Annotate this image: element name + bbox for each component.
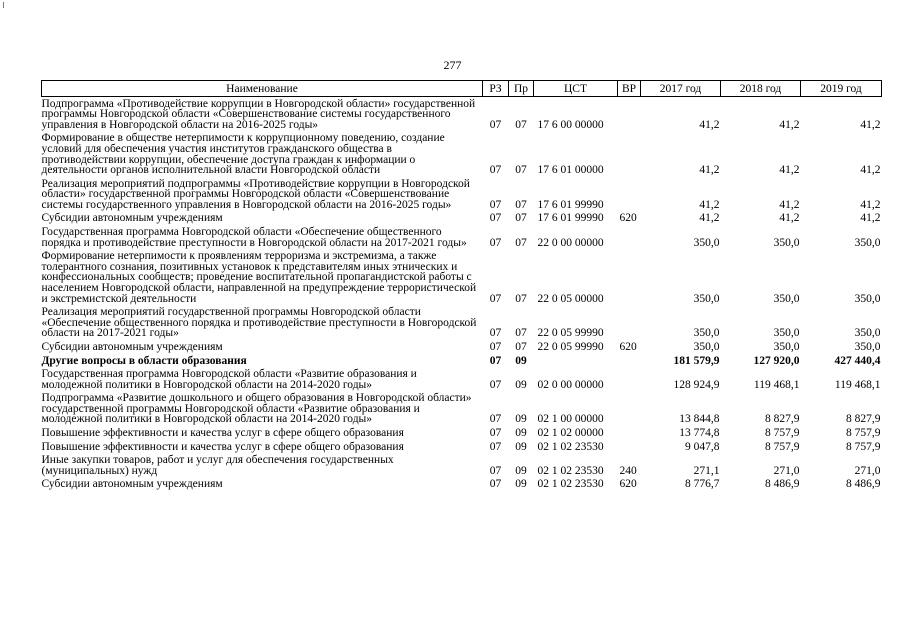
row-name: Реализация мероприятий подпрограммы «Противодействие коррупции в Новгородской области» государственной программы Новгородской области «Совершенствование системы государственного управления в Новгородской области на 2016-2025 годы» [41,177,470,211]
row-name: Субсидии автономным учреждениям [41,212,223,225]
row-pr: 07 [515,340,527,353]
row-2017: 181 579,9 [673,354,720,367]
row-vr: 240 [619,464,637,477]
row-rz: 07 [489,292,502,305]
row-cst: 17 6 00 00000 [537,118,604,131]
table-header-row [42,81,882,97]
table-row [42,225,882,249]
row-2018: 8 486,9 [765,478,800,491]
row-vr: 620 [619,478,637,491]
row-2019: 427 440,4 [834,354,881,367]
row-vr: 620 [619,212,637,225]
row-name: Государственная программа Новгородской области «Обеспечение общественного порядка и противодействие преступности в Новгородской области на 2017-2021 годы» [41,226,467,249]
row-2019: 41,2 [860,212,881,225]
header-pr: Пр [509,81,534,97]
row-cst: 22 0 00 00000 [537,236,604,249]
corner-mark [3,2,4,8]
header-name: Наименование [42,81,483,97]
row-2017: 350,0 [693,340,720,353]
row-2019: 41,2 [860,164,881,177]
row-name: Повышение эффективности и качества услуг в сфере общего образования [41,427,404,440]
table-row [42,306,882,341]
row-2018: 8 827,9 [765,413,800,426]
row-name: Субсидии автономным учреждениям [41,340,223,353]
row-2019: 8 757,9 [846,440,881,453]
budget-table [41,80,882,491]
row-pr: 09 [515,464,527,477]
row-pr: 07 [515,198,527,211]
row-rz: 07 [489,427,502,440]
row-2019: 119 468,1 [834,378,881,391]
row-cst: 22 0 05 00000 [537,292,604,305]
row-name: Подпрограмма «Развитие дошкольного и общего образования в Новгородской области» государственной программы Новгородской области «Развитие образования и молодежной политики в Новгородской области на 2014-2020 годы» [41,392,472,426]
row-cst: 22 0 05 99990 [537,327,604,340]
row-cst: 02 0 00 00000 [537,378,604,391]
row-vr [618,250,641,306]
row-vr [618,225,641,249]
row-rz: 07 [489,354,502,367]
table-row [42,368,882,392]
row-vr [618,368,641,392]
row-2017: 350,0 [693,327,720,340]
row-pr: 07 [515,212,527,225]
table-row [42,212,882,226]
header-cst: ЦСТ [534,81,618,97]
row-2017: 9 047,8 [685,440,720,453]
header-2018: 2018 год [721,81,801,97]
row-pr: 09 [515,427,527,440]
row-vr [618,440,641,454]
row-rz: 07 [489,478,502,491]
row-pr: 07 [515,236,527,249]
row-2017: 41,2 [699,118,720,131]
row-2018: 41,2 [779,198,800,211]
row-vr [618,97,641,132]
row-2017: 350,0 [693,292,720,305]
row-rz: 07 [489,198,502,211]
table-row [42,340,882,354]
row-2019: 8 757,9 [846,427,881,440]
header-rz: РЗ [483,81,509,97]
row-cst: 02 1 02 00000 [537,427,604,440]
row-pr: 09 [515,354,527,367]
row-2017: 271,1 [693,464,720,477]
row-cst: 02 1 02 23530 [537,478,604,491]
row-2018: 8 757,9 [765,440,800,453]
row-rz: 07 [489,118,502,131]
row-vr [618,392,641,427]
header-2017: 2017 год [641,81,721,97]
row-pr: 07 [515,118,527,131]
row-rz: 07 [489,164,502,177]
row-name: Формирование в обществе нетерпимости к коррупционному поведению, создание условий для обеспечения участия институтов гражданского общества в противодействии коррупции, обеспечение доступа граждан к информации о деятельности органов исполнительной власти Новгородской области [41,132,445,177]
row-2018: 119 468,1 [753,378,800,391]
row-2019: 271,0 [854,464,881,477]
table-row [42,177,882,212]
row-2019: 41,2 [860,198,881,211]
row-rz: 07 [489,413,502,426]
row-cst: 02 1 02 23530 [537,464,604,477]
header-2019: 2019 год [801,81,882,97]
table-body [42,97,882,492]
row-2018: 350,0 [773,327,800,340]
row-2018: 41,2 [779,164,800,177]
row-name: Другие вопросы в области образования [41,354,247,367]
row-vr: 620 [619,340,637,353]
row-rz: 07 [489,236,502,249]
table-row [42,250,882,306]
row-name: Формирование нетерпимости к проявлениям терроризма и экстремизма, а также толерантного сознания, позитивных установок к представителям иных этнических и конфессиональных сообществ; проведение воспитательной пропагандистской работы с населением Новгородской области, направленной на предупреждение террористической и экстремистской деятельности [41,250,477,305]
row-cst: 17 6 01 00000 [537,164,604,177]
row-2018: 127 920,0 [753,354,800,367]
row-rz: 07 [489,378,502,391]
row-2019: 350,0 [854,327,881,340]
row-2019: 8 486,9 [846,478,881,491]
row-2018: 350,0 [773,236,800,249]
table-row [42,440,882,454]
row-2018: 41,2 [779,212,800,225]
table-row [42,97,882,132]
row-vr [618,132,641,177]
page-number: 277 [443,58,462,72]
row-2017: 350,0 [693,236,720,249]
row-cst [534,354,618,368]
row-rz: 07 [489,327,502,340]
row-2019: 8 827,9 [846,413,881,426]
row-2019: 41,2 [860,118,881,131]
row-vr [618,306,641,341]
row-name: Иные закупки товаров, работ и услуг для обеспечения государственных (муниципальных) нужд [41,454,394,477]
row-pr: 09 [515,413,527,426]
row-2018: 41,2 [779,118,800,131]
row-cst: 22 0 05 99990 [537,340,604,353]
row-2018: 271,0 [773,464,800,477]
row-2018: 350,0 [773,292,800,305]
row-cst: 02 1 00 00000 [537,413,604,426]
table-row [42,454,882,478]
row-pr: 07 [515,164,527,177]
row-2019: 350,0 [854,340,881,353]
row-2017: 41,2 [699,212,720,225]
row-cst: 17 6 01 99990 [537,212,604,225]
row-pr: 07 [515,327,527,340]
table-row [42,132,882,177]
row-name: Повышение эффективности и качества услуг в сфере общего образования [41,440,404,453]
row-name: Субсидии автономным учреждениям [41,478,223,491]
row-2018: 350,0 [773,340,800,353]
row-2018: 8 757,9 [765,427,800,440]
row-2017: 41,2 [699,164,720,177]
row-cst: 17 6 01 99990 [537,198,604,211]
row-rz: 07 [489,212,502,225]
row-vr [618,177,641,212]
table-row [42,426,882,440]
table-row [42,354,882,368]
row-2017: 13 844,8 [679,413,720,426]
row-pr: 09 [515,478,527,491]
row-rz: 07 [489,440,502,453]
table-row [42,478,882,492]
row-name: Подпрограмма «Противодействие коррупции в Новгородской области» государственной программы Новгородской области «Совершенствование системы государственного управления в Новгородской области на 2016-2025 годы» [41,97,476,131]
header-vr: ВР [618,81,641,97]
row-cst: 02 1 02 23530 [537,440,604,453]
row-rz: 07 [489,340,502,353]
row-rz: 07 [489,464,502,477]
row-vr [618,426,641,440]
row-2019: 350,0 [854,236,881,249]
row-2017: 41,2 [699,198,720,211]
row-2017: 128 924,9 [673,378,720,391]
row-pr: 09 [515,440,527,453]
table-row [42,392,882,427]
row-pr: 09 [515,378,527,391]
row-2017: 13 774,8 [679,427,720,440]
row-vr [618,354,641,368]
row-name: Реализация мероприятий государственной программы Новгородской области «Обеспечение общественного порядка и противодействие преступности в Новгородской области на 2017-2021 годы» [41,306,477,340]
row-2017: 8 776,7 [685,478,720,491]
row-pr: 07 [515,292,527,305]
row-name: Государственная программа Новгородской области «Развитие образования и молодежной политики в Новгородской области на 2014-2020 годы» [41,368,417,391]
row-2019: 350,0 [854,292,881,305]
